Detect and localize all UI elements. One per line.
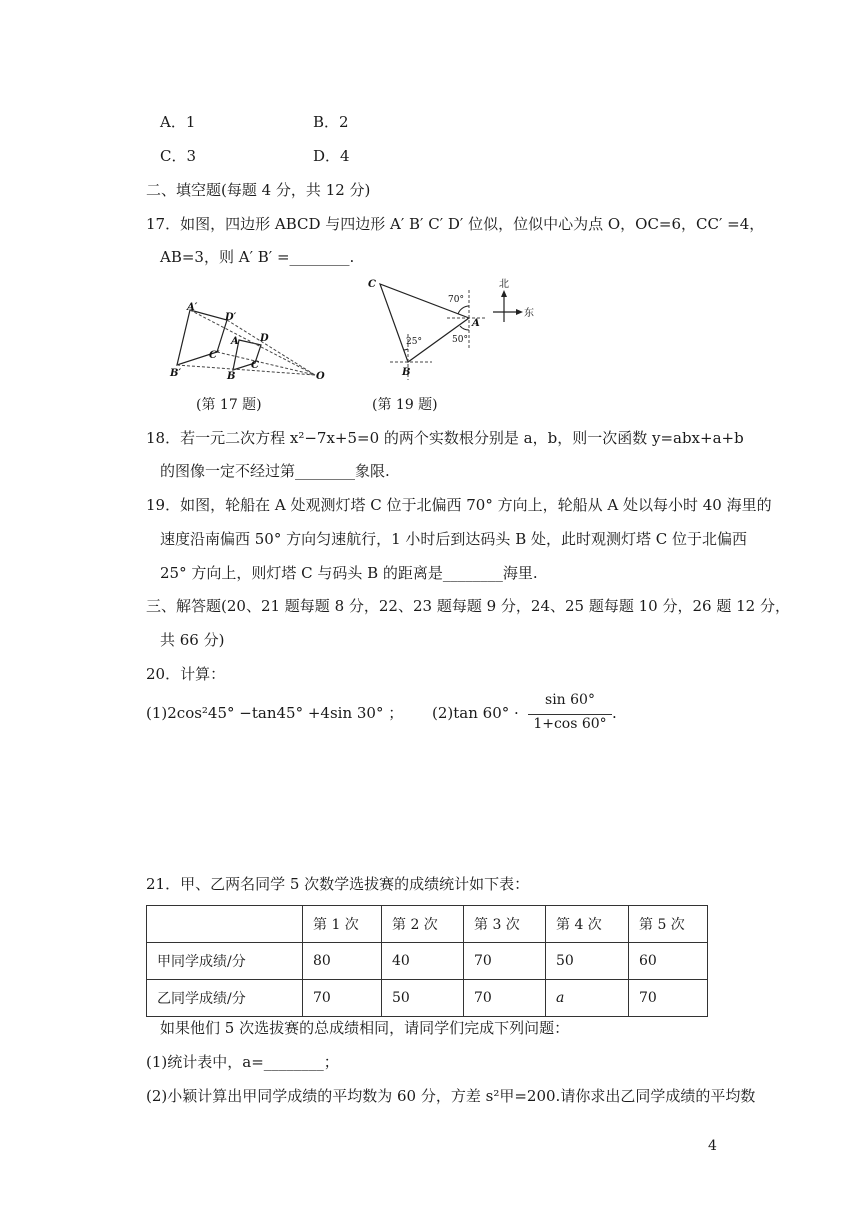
q19-line-3: 25° 方向上，则灯塔 C 与码头 B 的距离是________海里. [160,564,538,582]
q20-part-2-end: . [612,704,617,722]
q18-line-2: 的图像一定不经过第________象限. [160,462,390,480]
east-label: 东 [524,308,534,319]
label-C: C [368,279,376,290]
table-row [147,943,708,980]
label-C-prime: C′ [209,350,220,361]
label-A: A [472,318,480,329]
q21-part-2: (2)小颖计算出甲同学成绩的平均数为 60 分，方差 s²甲=200.请你求出乙同学成绩的平均数 [146,1087,756,1105]
table-header: 第 5 次 [629,906,708,943]
table-header: 第 2 次 [382,906,464,943]
q18-line-1: 18．若一元二次方程 x²−7x+5=0 的两个实数根分别是 a，b，则一次函数 y=abx+a+b [146,429,744,447]
q21-condition: 如果他们 5 次选拔赛的总成绩相同，请同学们完成下列问题： [160,1019,570,1037]
table-cell [147,906,303,943]
fraction-denominator: 1+cos 60° [533,716,607,732]
q20-part-2-prefix: (2)tan 60° · [432,704,519,722]
choice-a: A．1 [160,113,196,131]
table-cell: 甲同学成绩/分 [147,943,303,980]
choice-c: C．3 [160,147,197,165]
table-cell: 50 [546,943,629,980]
q21-intro: 21．甲、乙两名同学 5 次数学选拔赛的成绩统计如下表： [146,875,530,893]
table-header: 第 4 次 [546,906,629,943]
label-B: B [227,371,236,382]
angle-25-label: 25° [406,337,422,347]
figure-19-caption: (第 19 题) [372,397,438,413]
q17-line-2: AB=3，则 A′ B′ =________. [160,248,355,266]
label-D: D [260,333,269,344]
page-number: 4 [708,1138,717,1154]
table-cell: a [546,980,629,1017]
q19-line-2: 速度沿南偏西 50° 方向匀速航行，1 小时后到达码头 B 处，此时观测灯塔 C 位于北偏西 [160,530,748,548]
q17-line-1: 17．如图，四边形 ABCD 与四边形 A′ B′ C′ D′ 位似，位似中心为点 O，OC=6，CC′ =4， [146,215,765,233]
label-O: O [316,371,325,382]
table-cell: 70 [464,980,546,1017]
table-cell: 50 [382,980,464,1017]
q20-fraction [528,692,612,736]
table-header-row [147,906,708,943]
table-cell: 40 [382,943,464,980]
choice-b: B．2 [313,113,349,131]
table-cell: 乙同学成绩/分 [147,980,303,1017]
figure-19 [362,272,542,384]
figure-17-caption: (第 17 题) [196,397,262,413]
table-row [147,980,708,1017]
q19-line-1: 19．如图，轮船在 A 处观测灯塔 C 位于北偏西 70° 方向上，轮船从 A 处以每小时 40 海里的 [146,496,772,514]
table-cell: 70 [303,980,382,1017]
table-header: 第 3 次 [464,906,546,943]
table-cell: 70 [629,980,708,1017]
q21-part-1: (1)统计表中，a=________； [146,1053,339,1071]
q20-part-1: (1)2cos²45° −tan45° +4sin 30° ； [146,704,404,722]
figure-17 [165,290,335,390]
table-header: 第 1 次 [303,906,382,943]
section-3-heading-line-1: 三、解答题(20、21 题每题 8 分，22、23 题每题 9 分，24、25 题每题 10 分，26 题 12 分， [146,597,790,615]
angle-70-label: 70° [448,295,464,305]
fraction-bar [528,714,612,715]
label-A-prime: A′ [187,302,198,313]
label-D-prime: D′ [225,312,237,323]
fraction-numerator: sin 60° [545,692,595,708]
section-2-heading: 二、填空题(每题 4 分，共 12 分) [146,181,371,199]
table-cell: 60 [629,943,708,980]
label-C: C [251,360,259,371]
angle-50-label: 50° [452,335,468,345]
label-B: B [402,367,411,378]
north-label: 北 [499,279,509,290]
section-3-heading-line-2: 共 66 分) [160,631,225,649]
q20-title: 20．计算： [146,665,226,683]
label-A: A [231,336,239,347]
score-table [146,905,708,1017]
choice-d: D．4 [313,147,350,165]
table-cell: 70 [464,943,546,980]
label-B-prime: B′ [170,368,182,379]
table-cell: 80 [303,943,382,980]
